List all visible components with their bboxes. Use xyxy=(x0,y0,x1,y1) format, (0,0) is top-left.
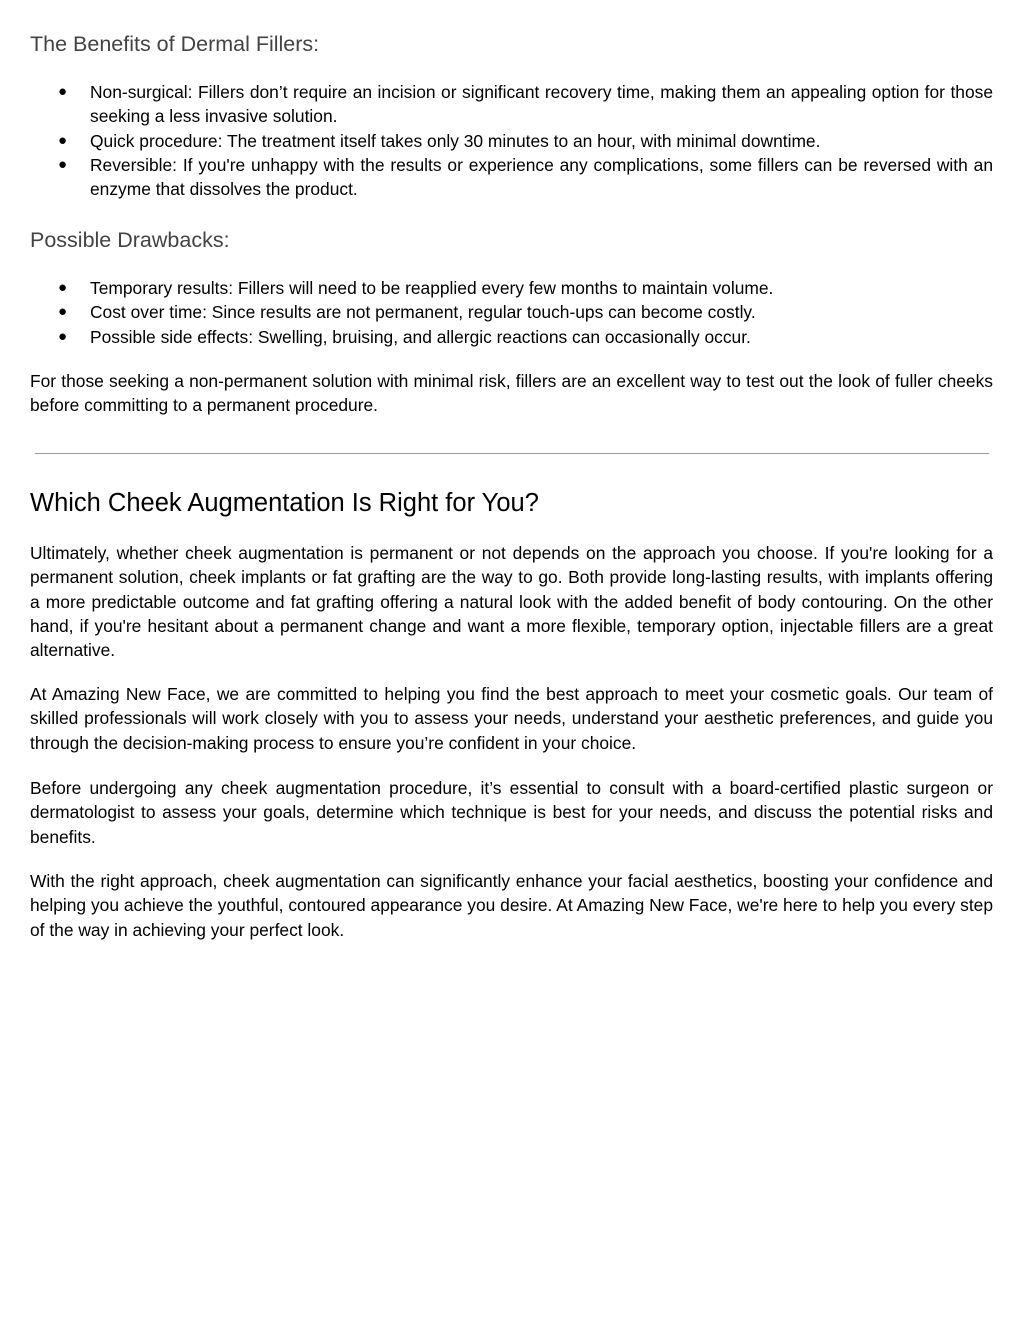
horizontal-divider xyxy=(35,453,989,454)
section-heading: Which Cheek Augmentation Is Right for You? xyxy=(30,489,539,517)
drawbacks-list xyxy=(30,276,993,349)
list-item-text: Temporary results: Fillers will need to be reapplied every few months to maintain volume. xyxy=(90,278,774,298)
bullet-icon: ● xyxy=(58,279,68,296)
paragraph-closing: With the right approach, cheek augmentation can significantly enhance your facial aesthetics, boosting your confidence and helping you achieve the youthful, contoured appearance you desire. At Amazing New Face, we're here to help you every step of the way in achieving your perfect look. xyxy=(30,871,993,940)
bullet-icon: ● xyxy=(58,303,68,321)
benefits-list xyxy=(30,80,993,201)
list-item xyxy=(30,300,993,324)
list-item xyxy=(30,325,993,349)
benefits-heading: The Benefits of Dermal Fillers: xyxy=(30,32,320,56)
list-item-text: Quick procedure: The treatment itself takes only 30 minutes to an hour, with minimal downtime. xyxy=(90,130,821,151)
paragraph-consult: Before undergoing any cheek augmentation procedure, it’s essential to consult with a board-certified plastic surgeon or dermatologist to assess your goals, determine which technique is best for your needs, and discuss the potential risks and benefits. xyxy=(30,778,993,847)
list-item-text: Cost over time: Since results are not permanent, regular touch-ups can become costly. xyxy=(90,302,756,323)
list-item-text: Possible side effects: Swelling, bruising, and allergic reactions can occasionally occur. xyxy=(90,326,751,347)
list-item xyxy=(30,276,993,300)
list-item xyxy=(30,80,993,129)
bullet-icon: ● xyxy=(58,83,68,100)
list-item xyxy=(30,153,993,202)
paragraph-commitment: At Amazing New Face, we are committed to helping you find the best approach to meet your cosmetic goals. Our team of skilled professionals will work closely with you to assess your needs, understand your aesthetic preferences, and guide you through the decision-making process to ensure you’re confident in your choice. xyxy=(30,684,993,753)
paragraph-approach: Ultimately, whether cheek augmentation is permanent or not depends on the approach you choose. If you're looking for a permanent solution, cheek implants or fat grafting are the way to go. Both provide long-lasting results, with implants offering a more predictable outcome and fat grafting offering a natural look with the added benefit of body contouring. On the other hand, if you're hesitant about a permanent change and want a more flexible, temporary option, injectable fillers are a great alternative. xyxy=(30,543,993,661)
bullet-icon: ● xyxy=(58,155,68,173)
bullet-icon: ● xyxy=(58,131,68,149)
list-item-text: Non-surgical: Fillers don’t require an incision or significant recovery time, making them an appealing option for those seeking a less invasive solution. xyxy=(90,82,993,127)
list-item-text: Reversible: If you're unhappy with the results or experience any complications, some fillers can be reversed with an enzyme that dissolves the product. xyxy=(90,154,993,200)
bullet-icon: ● xyxy=(58,327,68,345)
drawbacks-heading: Possible Drawbacks: xyxy=(30,228,230,252)
list-item xyxy=(30,129,993,153)
fillers-conclusion-paragraph: For those seeking a non-permanent solution with minimal risk, fillers are an excellent way to test out the look of fuller cheeks before committing to a permanent procedure. xyxy=(30,371,993,416)
